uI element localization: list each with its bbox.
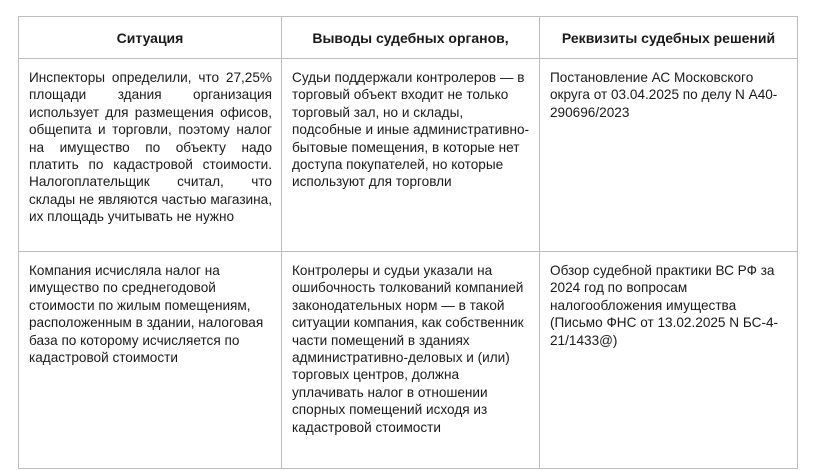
situation-cell: Инспекторы определили, что 27,25% площади здания организация использует для размещения офисов, общепита и торговли, поэтому налог на имущество по объекту надо платить по кадастровой стоимости. Налогоплательщик считал, что склады не являются частью магазина, их площадь учитывать не нужно xyxy=(19,59,282,252)
table-header-row xyxy=(19,17,798,59)
decision-details-cell: Постановление АС Московского округа от 03.04.2025 по делу N А40-290696/2023 xyxy=(540,59,798,252)
table-row xyxy=(19,59,798,252)
decision-details-cell: Обзор судебной практики ВС РФ за 2024 год по вопросам налогообложения имущества (Письмо ФНС от 13.02.2025 N БС-4-21/1433@) xyxy=(540,252,798,469)
header-court-conclusions: Выводы судебных органов, xyxy=(282,17,540,59)
header-situation: Ситуация xyxy=(19,17,282,59)
table-row xyxy=(19,252,798,469)
court-practice-table xyxy=(18,16,798,469)
header-court-decision-details: Реквизиты судебных решений xyxy=(540,17,798,59)
situation-cell: Компания исчисляла налог на имущество по среднегодовой стоимости по жилым помещениям, расположенным в здании, налоговая база по которому исчисляется по кадастровой стоимости xyxy=(19,252,282,469)
conclusion-cell: Судьи поддержали контролеров — в торговый объект входит не только торговый зал, но и склады, подсобные и иные административно-бытовые помещения, в которые нет доступа покупателей, но которые используют для торговли xyxy=(282,59,540,252)
conclusion-cell: Контролеры и судьи указали на ошибочность толкований компанией законодательных норм — в такой ситуации компания, как собственник части помещений в зданиях административно-деловых и (или) торговых центров, должна уплачивать налог в отношении спорных помещений исходя из кадастровой стоимости xyxy=(282,252,540,469)
